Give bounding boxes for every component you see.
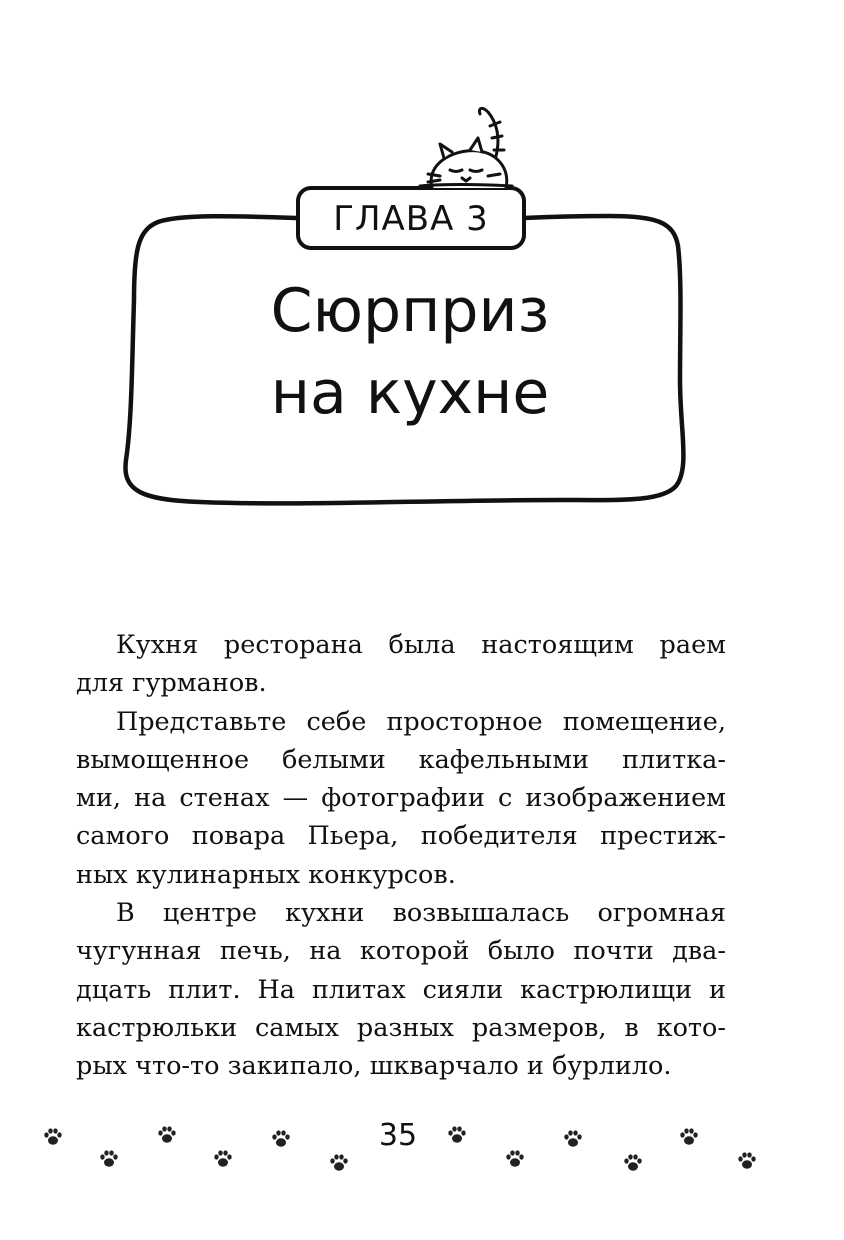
paw-print-icon (562, 1128, 584, 1150)
chapter-title-line-2: на кухне (270, 358, 550, 428)
text-line: Представьте себе просторное помещение, (116, 706, 726, 737)
paragraph-2 (76, 703, 726, 894)
chapter-label: ГЛАВА 3 (333, 199, 489, 239)
chapter-title-line-1: Сюрприз (270, 276, 550, 346)
paw-print-icon (736, 1150, 758, 1172)
paw-print-icon (270, 1128, 292, 1150)
paw-print-icon (446, 1124, 468, 1146)
text-line: В центре кухни возвышалась огромная (116, 898, 726, 929)
cat-sleeping-icon (420, 108, 512, 188)
text-line: рых что-то закипало, шкварчало и бурлило. (76, 1051, 672, 1082)
text-line: Кухня ресторана была настоящим раем (116, 630, 726, 660)
paw-print-icon (98, 1148, 120, 1170)
chapter-title (150, 270, 670, 434)
paw-print-icon (504, 1148, 526, 1170)
text-line: для гурманов. (76, 668, 267, 699)
paw-print-icon (156, 1124, 178, 1146)
text-line: ми, на стенах — фотографии с изображением (76, 783, 726, 814)
text-line: чугунная печь, на которой было почти два- (76, 936, 726, 967)
paw-print-icon (328, 1152, 350, 1174)
text-line: дцать плит. На плитах сияли кастрюлищи и (76, 974, 726, 1005)
paw-print-icon (42, 1126, 64, 1148)
paragraph-1 (76, 626, 726, 703)
paw-print-icon (678, 1126, 700, 1148)
page-number: 35 (378, 1118, 418, 1153)
body-text (76, 626, 726, 1086)
paw-print-icon (212, 1148, 234, 1170)
text-line: вымощенное белыми кафельными плитка- (76, 744, 726, 775)
text-line: ных кулинарных конкурсов. (76, 859, 456, 890)
text-line: кастрюльки самых разных размеров, в кото- (76, 1012, 726, 1043)
paw-print-icon (622, 1152, 644, 1174)
text-line: самого повара Пьера, победителя престиж- (76, 821, 726, 852)
paragraph-3 (76, 894, 726, 1085)
